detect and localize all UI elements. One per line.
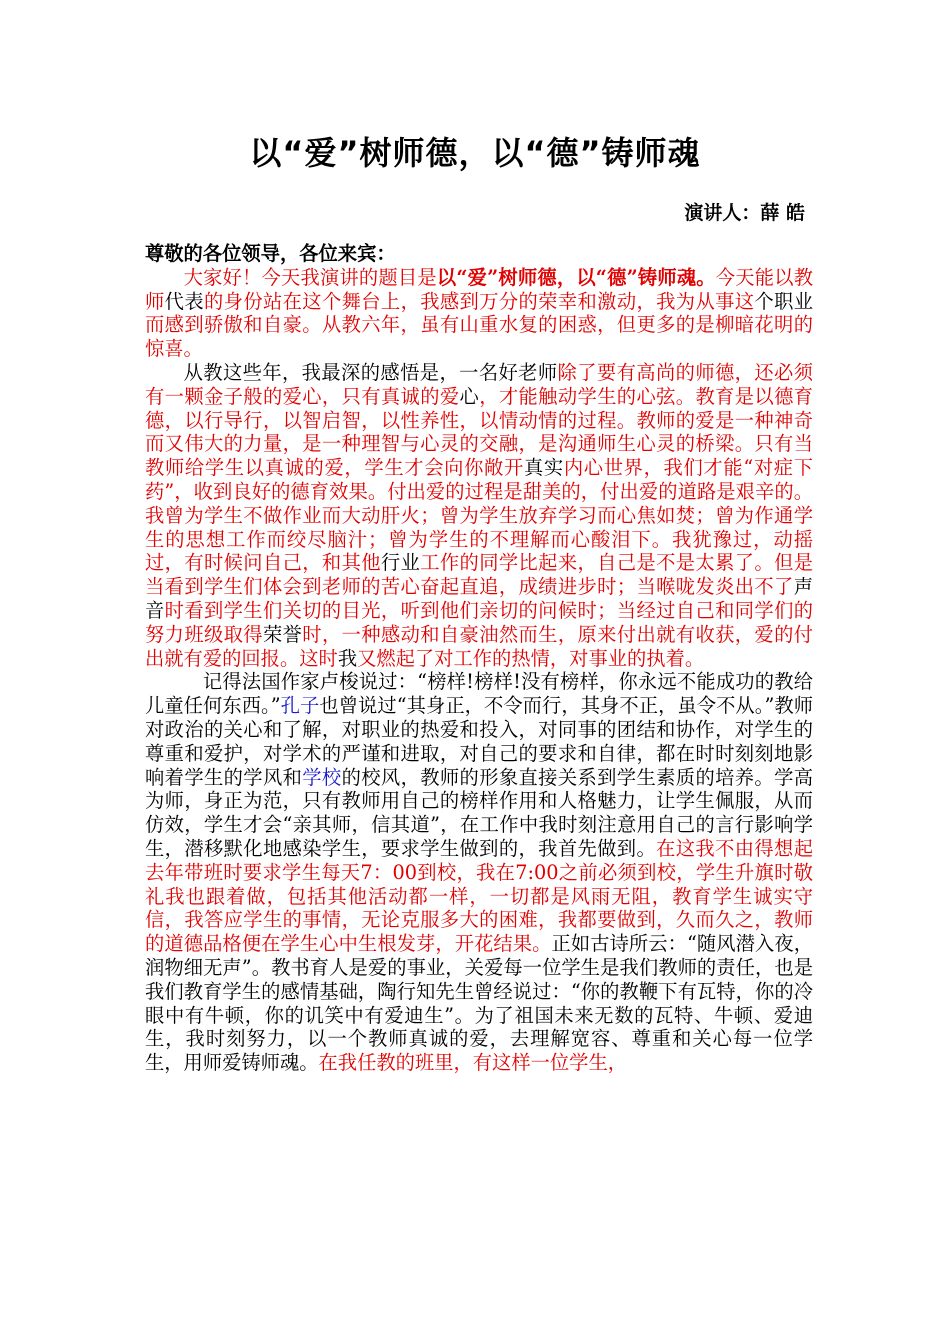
salutation: 尊敬的各位领导，各位来宾： [145,242,396,265]
p3-text: 正如古诗所云：“随风潜入夜，润物细无声”。教书育人是爱的事业，关爱每一位学生是我们教师的责任，也是我们教育学生的感情基础，陶行知先生曾经说过：“你的教鞭下有瓦特，你的冷眼中有牛顿，你的讥笑中有爱迪生”。为了祖国未来无数的瓦特、牛顿、爱迪生，我时刻努力，以一个教师真诚的爱，去理解宽容、尊重和关心每一位学生，用师爱铸师魂。 [145,932,813,1075]
p2-text: ，才能触动学生的心弦。教育是以德育德，以行导行，以智启智，以性养性，以情动情的过程。教师的爱是一种神奇而又伟大的力量，是一种理智与心灵的交融，是沟通师生心灵的桥梁。只有当教师给学生以真诚的爱，学生才会向你敞开 [145,384,814,480]
paragraph-2 [145,361,813,670]
paragraph-1 [145,266,813,361]
p1-text: 今天能以教师 [145,265,814,313]
p3-text: 的校风，教师的形象直接关系到学生素质的培养。学高为师，身正为范，只有教师用自己的榜样作用和人格魅力，让学生佩服，从而仿效，学生才会“亲其师，信其道”，在工作中我时刻注意用自己的言行影响学生，潜移默化地感染学生，要求学生做到的，我首先做到。 [145,765,814,860]
p1-text: 大家好！今天我演讲的题目是 [183,265,437,289]
p3-text: 在我任教的班里，有这样一位学生， [318,1051,628,1075]
p2-text: 荣誉 [262,622,303,646]
page-title: 以“爱”树师德，以“德”铸师魂 [249,134,701,172]
paragraph-3 [145,670,813,1075]
p3-text: 也曾说过“其身正，不令而行，其身不正，虽令不从。”教师对政治的关心和了解，对职业的热爱和投入，对同事的团结和协作，对学生的尊重和爱护，对学术的严谨和进取，对自己的要求和自律，都在时时刻刻地影响着学生的学风和 [145,694,814,789]
p2-text: 时，一种感动和自豪油然而生，原来付出就有收获，爱的付出就有爱的回报。这时 [145,622,814,670]
p2-text: 时看到学生们关切的目光，听到他们亲切的问候时；当经过自己和同学们的努力班级取得 [145,598,814,646]
p2-text: 从教这些年，我最深的感悟是，一名好老师 [183,360,558,384]
p2-text: 行业 [380,551,421,575]
p2-text: 声音 [145,575,813,622]
speech-topic: 以“爱”树师德，以“德”铸师魂。 [436,265,716,289]
p2-text: 心 [459,384,480,408]
p1-text: 的身份站在这个舞台上，我感到万分的荣幸和激动，我为从事这 [204,289,755,313]
p2-text: 真实 [523,456,564,480]
p3-text: 在这我不由得想起去年带班时要求学生每天7：00到校，我在7:00之前必须到校，学生升旗时敬礼我也跟着做，包括其他活动都一样，一切都是风雨无阻，教育学生诚实守信，我答应学生的事情，无论克服多大的困难，我都要做到，久而久之，教师的道德品格便在学生心中生根发芽，开花结果。 [145,836,813,956]
speaker-line: 演讲人：薛 皓 [684,202,805,224]
p1-text: 个职业 [754,289,814,313]
p2-text: 工作的同学比起来，自己是不是太累了。但是当看到学生们体会到老师的苦心奋起直追，成绩进步时；当喉咙发炎出不了 [145,551,814,599]
p2-text: 又燃起了对工作的热情，对事业的执着。 [357,646,705,670]
speech-body [145,242,813,1075]
school-link[interactable]: 学校 [302,765,342,789]
p3-text: 记得法国作家卢梭说过：“榜样!榜样!没有榜样，你永远不能成功的教给儿童任何东西。” [145,670,813,718]
p1-text: 而感到骄傲和自豪。从教六年，虽有山重水复的困惑，但更多的是柳暗花明的惊喜。 [145,313,813,361]
p1-text: 代表 [164,289,204,313]
confucius-link[interactable]: 孔子 [280,694,320,718]
p2-text: 我 [337,646,358,670]
p2-text: 内心世界，我们才能“对症下药”，收到良好的德育效果。付出爱的过程是甜美的，付出爱的道路是艰辛的。我曾为学生不做作业而大动肝火；曾为学生放弃学习而心焦如焚；曾为作通学生的思想工作而绞尽脑汁；曾为学生的不理解而心酸泪下。我犹豫过，动摇过，有时候问自己，和其他 [145,456,814,575]
p2-text: 除了要有高尚的师德，还必须有一颗金子般的爱心，只有真诚的爱 [145,360,814,408]
